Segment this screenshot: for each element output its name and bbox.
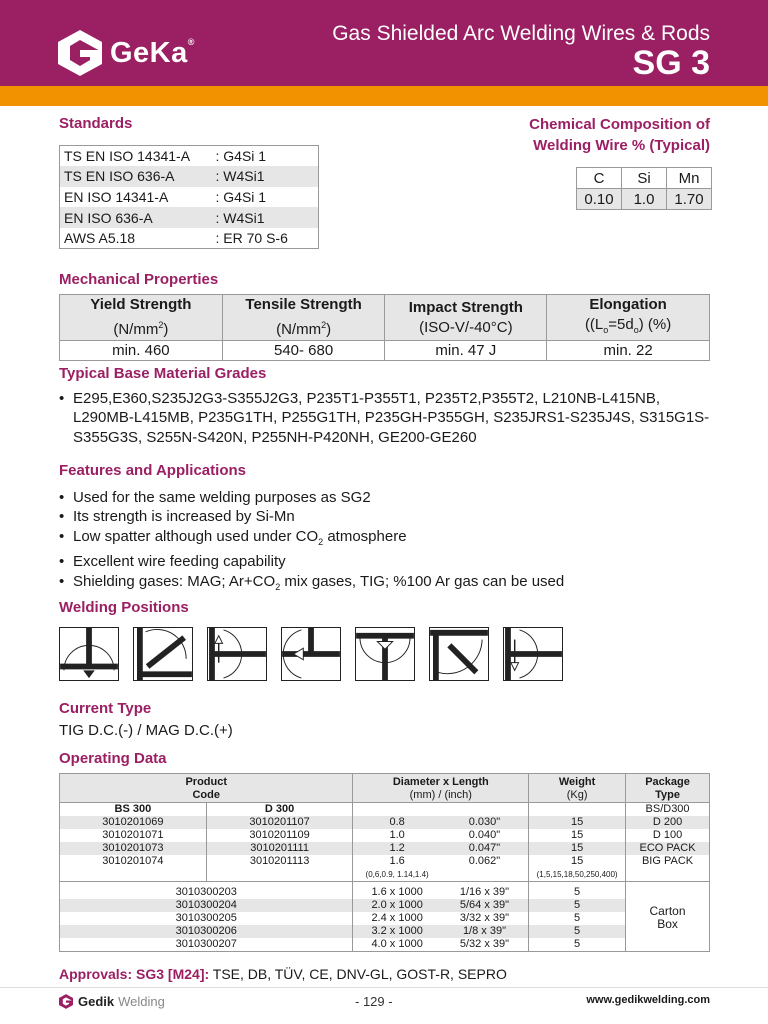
product-code: 3010300203: [60, 886, 353, 899]
weight-kg: 15: [529, 855, 626, 868]
standard-name: TS EN ISO 14341-A: [64, 148, 191, 165]
product-code: 3010300207: [60, 938, 353, 952]
col-diameter: Diameter x Length (mm) / (inch): [353, 774, 529, 803]
product-code: 3010300205: [60, 912, 353, 925]
weight-kg: 5: [529, 886, 626, 899]
product-category: Gas Shielded Arc Welding Wires & Rods: [332, 22, 710, 45]
product-title: SG 3: [632, 44, 710, 82]
size-mm: 2.4 x 1000: [353, 912, 441, 925]
current-type-heading: Current Type: [59, 700, 152, 717]
chem-header: C: [577, 168, 622, 189]
d300-code: 3010201111: [206, 842, 353, 855]
website-link[interactable]: www.gedikwelding.com: [586, 994, 710, 1006]
list-item: • Excellent wire feeding capability: [59, 552, 564, 571]
table-row: [60, 938, 710, 952]
standards-row: [60, 228, 319, 249]
diameter-inch: 0.040": [468, 829, 501, 841]
size-mm: 3.2 x 1000: [353, 925, 441, 938]
standard-value: : G4Si 1: [215, 148, 267, 165]
standards-row: [60, 187, 319, 208]
vertical-up-position-icon: [207, 627, 267, 681]
fillet-overhead-position-icon: [429, 627, 489, 681]
features-heading: Features and Applications: [59, 462, 246, 479]
welding-positions-row: [59, 627, 563, 681]
list-item: • Used for the same welding purposes as SG2: [59, 488, 564, 507]
geka-logo: [58, 30, 195, 76]
geka-mark-icon: [58, 30, 102, 76]
diameter-inch: 0.062": [468, 855, 501, 867]
size-inch: 1/8 x 39": [441, 925, 529, 938]
chem-value: 1.70: [667, 189, 712, 210]
size-inch: 5/32 x 39": [441, 938, 529, 952]
weight-note: (1,5,15,18,50,250,400): [529, 868, 626, 882]
table-row: [60, 855, 710, 868]
features-list: [59, 488, 564, 597]
col-weight: Weight (Kg): [529, 774, 626, 803]
base-material-list: [59, 389, 719, 447]
mech-col-elongation: Elongation ($(L_o=5d_o)$ (%): [547, 295, 710, 341]
approvals-line: Approvals: SG3 [M24]: TSE, DB, TÜV, CE, DNV-GL, GOST-R, SEPRO: [59, 966, 507, 982]
standards-row: [60, 146, 319, 167]
standard-value: : ER 70 S-6: [215, 229, 288, 246]
package-carton-box: Carton Box: [626, 886, 710, 952]
weight-kg: 5: [529, 899, 626, 912]
horizontal-position-icon: [281, 627, 341, 681]
mech-col-tensile: Tensile Strength $(N/mm^2)$: [222, 295, 385, 341]
weight-kg: 15: [529, 816, 626, 829]
mech-value: 540- 680: [222, 341, 385, 361]
table-row: [60, 886, 710, 899]
col-product: Product Code: [60, 774, 353, 803]
bs300-code: 3010201069: [60, 816, 207, 829]
weight-kg: 5: [529, 925, 626, 938]
mech-col-impact: Impact Strength (ISO-V/-40°C): [385, 295, 547, 341]
col-d300: D 300: [206, 803, 353, 817]
base-material-grades: • E295,E360,S235J2G3-S355J2G3, P235T1-P355T1, P235T2,P355T2, L210NB-L415NB, L290MB-L415MB, P235G1TH, P255G1TH, P235GH-P355GH, S235JRS1-S235J4S, S315G1S-S355G3S, S255N-S420N, P255NH-P420NH, GE200-GE260: [59, 389, 719, 447]
d300-code: 3010201109: [206, 829, 353, 842]
table-row: [60, 912, 710, 925]
d300-code: 3010201113: [206, 855, 353, 868]
chem-value: 1.0: [622, 189, 667, 210]
table-row: [60, 816, 710, 829]
footer-divider: [0, 987, 768, 988]
chemical-heading: Chemical Composition of Welding Wire % (Typical): [529, 116, 710, 154]
standard-value: : W4Si1: [212, 166, 319, 187]
package-type: D 100: [626, 829, 710, 842]
list-item: • Its strength is increased by Si-Mn: [59, 507, 564, 526]
mech-value: min. 47 J: [385, 341, 547, 361]
vertical-down-position-icon: [503, 627, 563, 681]
col-package: Package Type: [626, 774, 710, 803]
flat-position-icon: [59, 627, 119, 681]
welding-positions-heading: Welding Positions: [59, 599, 189, 616]
weight-kg: 15: [529, 829, 626, 842]
size-inch: 3/32 x 39": [459, 911, 510, 924]
chemical-table: [576, 167, 712, 210]
chem-header: Mn: [667, 168, 712, 189]
table-row: [60, 829, 710, 842]
d300-code: 3010201107: [206, 816, 353, 829]
gedik-mark-icon: [59, 994, 73, 1009]
overhead-position-icon: [355, 627, 415, 681]
col-bs300: BS 300: [60, 803, 207, 817]
size-mm: 2.0 x 1000: [353, 899, 441, 912]
weight-kg: 5: [529, 938, 626, 952]
table-row: [60, 925, 710, 938]
diameter-mm: 1.2: [353, 842, 441, 855]
size-mm: 4.0 x 1000: [353, 938, 441, 952]
base-material-heading: Typical Base Material Grades: [59, 365, 267, 382]
standards-table: [59, 145, 319, 249]
standard-name: AWS A5.18: [64, 229, 136, 246]
mechanical-heading: Mechanical Properties: [59, 271, 219, 288]
standard-value: : G4Si 1: [215, 188, 267, 205]
standards-row: [60, 166, 319, 187]
table-row: [60, 842, 710, 855]
mechanical-table: [59, 294, 710, 361]
chem-value: 0.10: [577, 189, 622, 210]
standards-heading: Standards: [59, 115, 133, 132]
weight-kg: 5: [529, 912, 626, 925]
horizontal-vertical-position-icon: [133, 627, 193, 681]
mech-col-yield: Yield Strength $(N/mm^2)$: [60, 295, 223, 341]
diameter-inch: 0.047": [441, 842, 529, 855]
operating-heading: Operating Data: [59, 750, 167, 767]
standards-row: [60, 207, 319, 228]
standard-name: EN ISO 636-A: [60, 207, 212, 228]
package-type: D 200: [626, 816, 710, 829]
mech-value: min. 22: [547, 341, 710, 361]
product-code: 3010300204: [60, 899, 353, 912]
size-inch: 5/64 x 39": [441, 899, 529, 912]
weight-kg: 15: [529, 842, 626, 855]
size-inch: 1/16 x 39": [459, 885, 510, 898]
standard-name: TS EN ISO 636-A: [60, 166, 212, 187]
diameter-note: (0,6,0.9, 1.14,1.4): [353, 868, 441, 882]
package-type: BIG PACK: [626, 855, 710, 868]
diameter-inch: 0.030": [441, 816, 529, 829]
mech-value: min. 460: [60, 341, 223, 361]
diameter-mm: 1.0: [353, 829, 441, 842]
footer-logo: Gedik Welding: [59, 994, 165, 1009]
page-number: - 129 -: [355, 994, 393, 1009]
size-mm: 1.6 x 1000: [353, 886, 441, 899]
current-type-text: TIG D.C.(-) / MAG D.C.(+): [59, 722, 233, 739]
standard-name: EN ISO 14341-A: [64, 188, 169, 205]
diameter-mm: 1.6: [353, 855, 441, 868]
brand-name: GeKa®: [110, 36, 195, 69]
product-code: 3010300206: [60, 925, 353, 938]
list-item: • Shielding gases: MAG; $Ar+CO_2$ mix gases, TIG; %100 Ar gas can be used: [59, 572, 564, 597]
diameter-mm: 0.8: [353, 816, 441, 829]
table-row: [60, 899, 710, 912]
standard-value: : W4Si1: [212, 207, 319, 228]
operating-table: [59, 773, 710, 952]
bs300-code: 3010201074: [60, 855, 207, 868]
page-header: [0, 0, 768, 86]
pkg-bsd300: BS/D300: [626, 803, 710, 817]
bs300-code: 3010201071: [60, 829, 207, 842]
header-accent-stripe: [0, 86, 768, 106]
bs300-code: 3010201073: [60, 842, 207, 855]
list-item: • Low spatter although used under $CO_2$ atmosphere: [59, 527, 564, 552]
chem-header: Si: [622, 168, 667, 189]
package-type: ECO PACK: [626, 842, 710, 855]
